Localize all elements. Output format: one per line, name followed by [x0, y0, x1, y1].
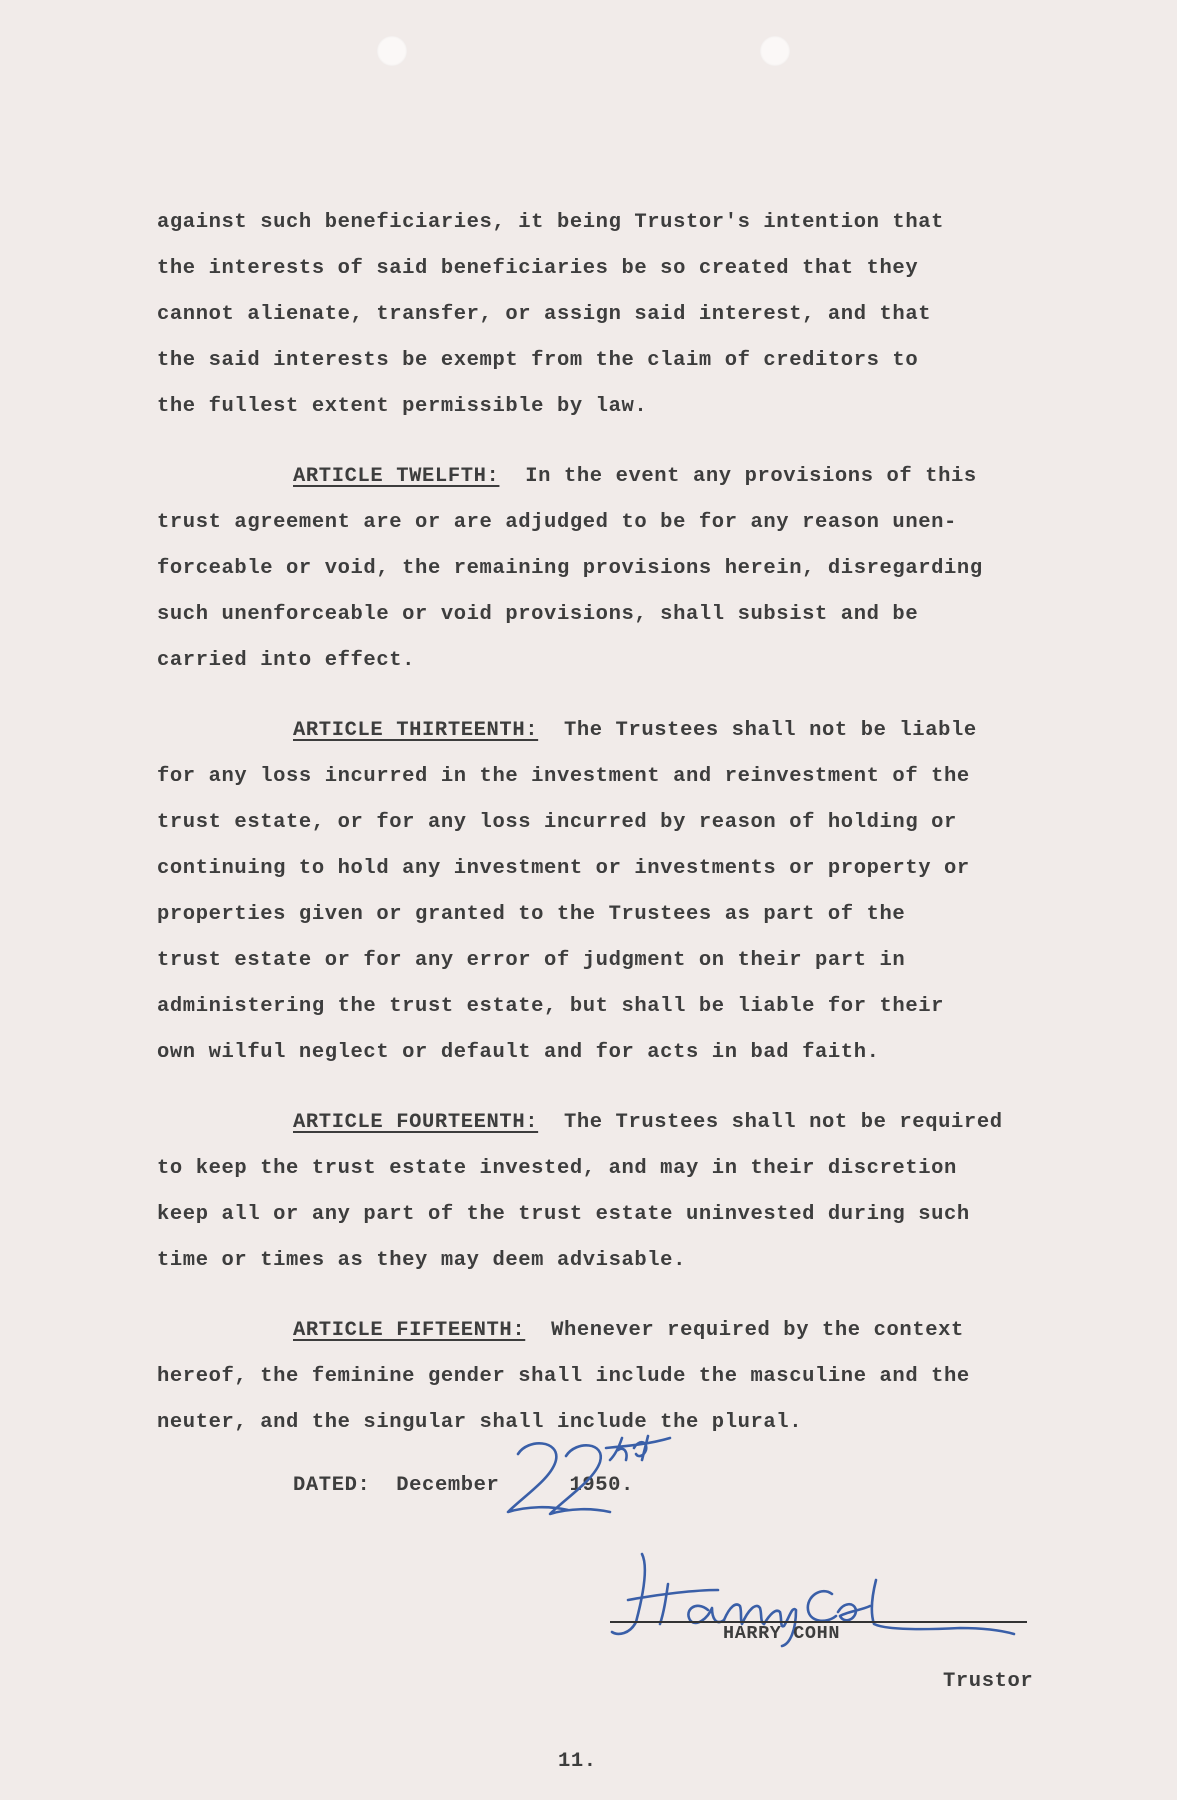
text-line: Whenever required by the context	[551, 1319, 964, 1342]
text-line: cannot alienate, transfer, or assign said interest, and that	[157, 303, 932, 326]
text-line: keep all or any part of the trust estate uninvested during such	[157, 1203, 970, 1226]
text-line: In the event any provisions of this	[525, 465, 977, 488]
opening-paragraph	[157, 200, 1057, 430]
article-heading: ARTICLE FIFTEENTH:	[293, 1319, 526, 1342]
page-number: 11.	[558, 1750, 597, 1773]
text-line: forceable or void, the remaining provisions herein, disregarding	[157, 557, 983, 580]
handwritten-day	[488, 1426, 678, 1526]
punch-hole-left	[377, 36, 407, 66]
dated-label: DATED:	[293, 1474, 371, 1497]
article-twelfth	[157, 454, 1057, 684]
text-line: trust estate, or for any loss incurred by reason of holding or	[157, 811, 957, 834]
text-line: the said interests be exempt from the claim of creditors to	[157, 349, 919, 372]
text-line: own wilful neglect or default and for acts in bad faith.	[157, 1041, 880, 1064]
signer-role: Trustor	[943, 1670, 1034, 1693]
text-line: neuter, and the singular shall include the plural.	[157, 1411, 803, 1434]
article-heading: ARTICLE FOURTEENTH:	[293, 1111, 539, 1134]
signer-printed-name: HARRY COHN	[723, 1623, 841, 1644]
article-fourteenth	[157, 1100, 1057, 1284]
article-heading: ARTICLE THIRTEENTH:	[293, 719, 539, 742]
text-line: against such beneficiaries, it being Trustor's intention that	[157, 211, 945, 234]
text-line: administering the trust estate, but shall be liable for their	[157, 995, 945, 1018]
dated-year: 1950.	[569, 1474, 634, 1497]
document-body	[157, 200, 1057, 1446]
text-line: such unenforceable or void provisions, shall subsist and be	[157, 603, 919, 626]
text-line: to keep the trust estate invested, and may in their discretion	[157, 1157, 957, 1180]
text-line: the fullest extent permissible by law.	[157, 395, 648, 418]
text-line: for any loss incurred in the investment and reinvestment of the	[157, 765, 970, 788]
article-thirteenth	[157, 708, 1057, 1076]
text-line: properties given or granted to the Trustees as part of the	[157, 903, 906, 926]
text-line: trust estate or for any error of judgment on their part in	[157, 949, 906, 972]
text-line: hereof, the feminine gender shall include the masculine and the	[157, 1365, 970, 1388]
text-line: continuing to hold any investment or investments or property or	[157, 857, 970, 880]
text-line: time or times as they may deem advisable.	[157, 1249, 686, 1272]
article-heading: ARTICLE TWELFTH:	[293, 465, 500, 488]
text-line: carried into effect.	[157, 649, 416, 672]
punch-hole-right	[760, 36, 790, 66]
dated-month: December	[396, 1474, 500, 1497]
text-line: The Trustees shall not be liable	[563, 719, 977, 742]
text-line: the interests of said beneficiaries be so created that they	[157, 257, 919, 280]
text-line: The Trustees shall not be required	[563, 1111, 1003, 1134]
text-line: trust agreement are or are adjudged to be for any reason unen-	[157, 511, 957, 534]
